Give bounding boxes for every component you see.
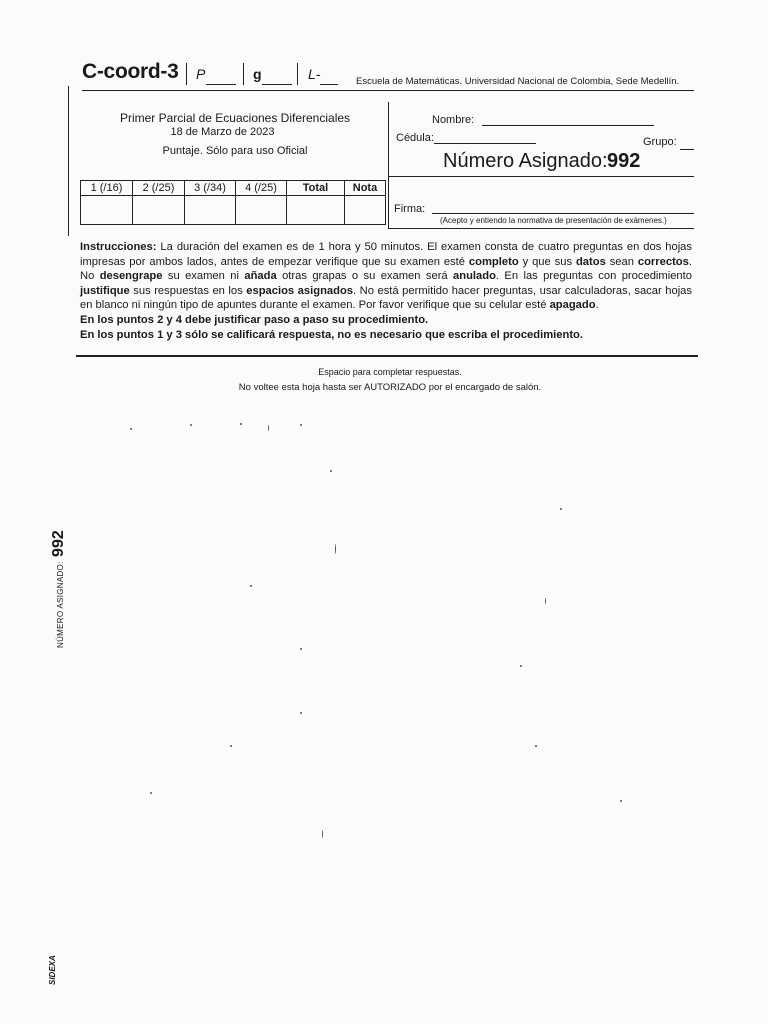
slot-p: P xyxy=(196,66,206,82)
signature-note: (Acepto y entiendo la normativa de presentación de exámenes.) xyxy=(440,216,667,225)
name-field-line[interactable] xyxy=(482,125,654,126)
side-assigned-label: NÚMERO ASIGNADO: xyxy=(56,561,65,648)
info-box-divider xyxy=(388,102,389,228)
header-divider xyxy=(297,63,298,85)
grade-cell-nota[interactable] xyxy=(345,196,386,225)
grades-header-q2: 2 (/25) xyxy=(133,181,185,196)
instructions-text: La duración del examen es de 1 hora y 50 minutos. El examen consta de cuatro preguntas en dos hojas impresas por ambos lados, antes de empezar verifique que su examen esté xyxy=(80,241,692,268)
header-divider xyxy=(186,63,187,85)
slot-g: g xyxy=(253,66,262,82)
signature-label: Firma: xyxy=(394,203,426,215)
assigned-number-label: Número Asignado: xyxy=(443,150,608,172)
school-name: Escuela de Matemáticas. Universidad Nacional de Colombia, Sede Medellín. xyxy=(356,76,680,87)
slot-g-underline xyxy=(262,84,292,85)
assigned-number-value: 992 xyxy=(607,150,641,172)
left-margin-line xyxy=(68,86,69,236)
grade-cell-total[interactable] xyxy=(287,196,345,225)
instructions-text: sus respuestas en los xyxy=(129,284,247,297)
instructions-bold: anulado xyxy=(453,270,496,283)
answer-space-note: Espacio para completar respuestas. xyxy=(318,367,462,377)
instructions-text: y que sus xyxy=(518,255,576,268)
no-turn-note: No voltee esta hoja hasta ser AUTORIZADO por el encargado de salón. xyxy=(238,382,542,393)
score-note: Puntaje. Sólo para uso Oficial xyxy=(162,145,308,157)
sidexa-logo: SIDEXA xyxy=(48,955,57,985)
grade-cell-q1[interactable] xyxy=(81,196,133,225)
side-assigned-number xyxy=(50,530,68,648)
signature-field-line[interactable] xyxy=(432,213,694,214)
instructions-bold: completo xyxy=(468,255,519,268)
instructions-bold: apagado xyxy=(549,299,596,312)
name-label: Nombre: xyxy=(432,114,475,126)
group-label: Grupo: xyxy=(643,136,677,148)
instructions-rule xyxy=(76,355,698,357)
slot-p-underline xyxy=(206,84,236,85)
grade-cell-q2[interactable] xyxy=(133,196,185,225)
side-assigned-value: 992 xyxy=(50,530,67,557)
exam-title: Primer Parcial de Ecuaciones Diferenciales xyxy=(119,111,351,125)
instructions-bold: correctos xyxy=(637,255,689,268)
instructions-line-procedure: En los puntos 2 y 4 debe justificar paso a paso su procedimiento. xyxy=(80,313,429,326)
grades-value-row xyxy=(81,196,386,225)
instructions-text: . No xyxy=(80,255,692,283)
instructions-bold: espacios asignados xyxy=(246,284,354,297)
instructions-text: otras grapas o su examen será xyxy=(276,270,454,283)
exam-code: C-coord-3 xyxy=(82,60,179,83)
instructions-text: su examen ni xyxy=(162,270,245,283)
grades-header-q4: 4 (/25) xyxy=(236,181,287,196)
header-divider xyxy=(243,63,244,85)
instructions-text: . En las preguntas con procedimiento xyxy=(495,270,692,283)
info-rule xyxy=(388,176,694,177)
info-bottom-rule xyxy=(388,228,694,229)
grades-header-total: Total xyxy=(287,181,345,196)
grades-header-q3: 3 (/34) xyxy=(185,181,236,196)
group-field-line[interactable] xyxy=(680,149,694,150)
instructions-line-answer-only: En los puntos 1 y 3 sólo se calificará respuesta, no es necesario que escriba el procedimiento. xyxy=(80,328,584,341)
slot-l-underline xyxy=(320,84,338,85)
slot-l: L- xyxy=(308,66,321,82)
instructions-bold: desengrape xyxy=(99,270,163,283)
grades-header-q1: 1 (/16) xyxy=(81,181,133,196)
instructions-bold: añada xyxy=(244,270,277,283)
grades-table xyxy=(80,180,386,225)
instructions-bold: datos xyxy=(575,255,606,268)
grade-cell-q3[interactable] xyxy=(185,196,236,225)
instructions-bold: justifique xyxy=(80,284,130,297)
exam-date: 18 de Marzo de 2023 xyxy=(170,126,275,138)
grade-cell-q4[interactable] xyxy=(236,196,287,225)
instructions-label: Instrucciones: xyxy=(80,241,157,253)
header-rule xyxy=(82,90,694,91)
instructions xyxy=(80,240,692,342)
instructions-text: . xyxy=(595,299,599,312)
grades-header-row xyxy=(81,181,386,196)
id-field-line[interactable] xyxy=(434,143,536,144)
id-label: Cédula: xyxy=(396,132,434,144)
grades-header-nota: Nota xyxy=(345,181,386,196)
instructions-text: sean xyxy=(605,255,638,268)
instructions-text: . No está permitido hacer preguntas, usar calculadoras, sacar hojas en blanco ni ningún tipo de apuntes durante el examen. Por favor verifique que su celular esté xyxy=(80,284,692,312)
